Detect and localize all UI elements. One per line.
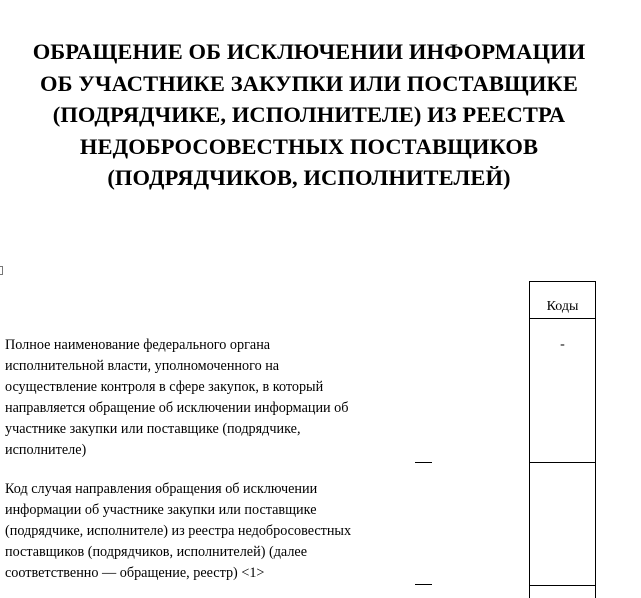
fill-line-authority[interactable]	[415, 462, 432, 463]
field-label-case-code	[5, 479, 405, 584]
field-label-line: Полное наименование федерального органа	[5, 337, 271, 353]
field-label-line: Код случая направления обращения об исключении	[5, 481, 318, 497]
field-label-line: соответственно — обращение, реестр) <1>	[5, 565, 265, 581]
table-anchor-icon[interactable]	[0, 266, 3, 275]
title-line: (ПОДРЯДЧИКОВ, ИСПОЛНИТЕЛЕЙ)	[107, 165, 511, 190]
title-line: НЕДОБРОСОВЕСТНЫХ ПОСТАВЩИКОВ	[79, 133, 539, 159]
title-line: (ПОДРЯДЧИКЕ, ИСПОЛНИТЕЛЕ) ИЗ РЕЕСТРА	[52, 102, 566, 127]
codes-cell-divider	[529, 585, 596, 586]
codes-column-header: Коды	[529, 281, 596, 319]
field-label-line: исполнителе)	[5, 442, 87, 458]
title-line: ОБ УЧАСТНИКЕ ЗАКУПКИ ИЛИ ПОСТАВЩИКЕ	[40, 70, 578, 96]
field-label-line: информации об участнике закупки или поставщике	[5, 502, 317, 518]
field-label-line: исполнительной власти, уполномоченного на	[5, 358, 280, 374]
field-label-line: направляется обращение об исключении информации об	[5, 400, 349, 416]
codes-cell-divider	[529, 462, 596, 463]
fill-line-case-code[interactable]	[415, 584, 432, 585]
field-label-line: осуществление контроля в сфере закупок, в который	[5, 379, 324, 395]
title-line: ОБРАЩЕНИЕ ОБ ИСКЛЮЧЕНИИ ИНФОРМАЦИИ	[32, 39, 586, 64]
field-label-line: участнике закупки или поставщике (подрядчике,	[5, 421, 301, 437]
field-label-authority	[5, 335, 405, 461]
document-title	[0, 36, 618, 194]
field-label-line: поставщиков (подрядчиков, исполнителей) (далее	[5, 544, 308, 560]
code-value-authority[interactable]: -	[560, 337, 565, 352]
codes-column	[529, 318, 596, 598]
field-label-line: (подрядчике, исполнителе) из реестра недобросовестных	[5, 523, 352, 539]
